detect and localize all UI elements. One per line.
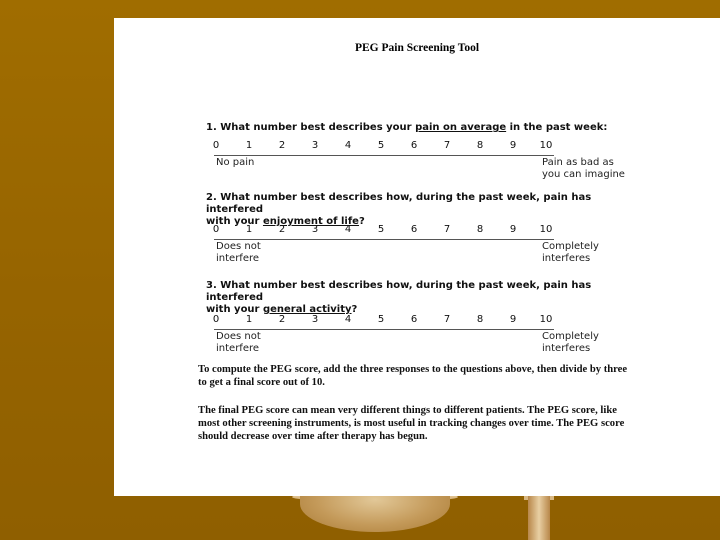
question-2-right-anchor: Completely interferes xyxy=(542,241,599,264)
peg-questionnaire xyxy=(200,92,628,354)
scale-number: 7 xyxy=(443,224,451,235)
question-3-right-anchor: Completely interferes xyxy=(542,331,599,354)
scale-number: 9 xyxy=(509,140,517,151)
scale-number: 7 xyxy=(443,314,451,325)
scale-number: 5 xyxy=(377,224,385,235)
scale-number: 1 xyxy=(245,140,253,151)
scale-number: 7 xyxy=(443,140,451,151)
scale-number: 0 xyxy=(212,314,220,325)
scale-number: 10 xyxy=(539,314,553,325)
pillar-decoration xyxy=(528,496,550,540)
scale-number: 3 xyxy=(311,314,319,325)
scale-number: 8 xyxy=(476,140,484,151)
score-meaning-text: The final PEG score can mean very different things to different patients. The PEG score, like most other screening instruments, is most useful in tracking changes over time. The PEG score should decrease over time after therapy has begun. xyxy=(198,405,625,442)
question-2-left-anchor: Does not interfere xyxy=(216,241,261,264)
slide-page xyxy=(114,18,720,496)
scale-number: 1 xyxy=(245,314,253,325)
question-2-scale xyxy=(200,224,628,238)
question-1-divider xyxy=(214,155,554,156)
question-1-left-anchor: No pain xyxy=(216,157,255,168)
scale-number: 5 xyxy=(377,140,385,151)
question-1-text: What number best describes your xyxy=(220,122,416,133)
scale-number: 4 xyxy=(344,314,352,325)
scale-number: 6 xyxy=(410,224,418,235)
question-3-text: What number best describes how, during the past week, pain has interfered xyxy=(206,280,592,303)
scale-number: 4 xyxy=(344,140,352,151)
question-3: 3. What number best describes how, during the past week, pain has interfered with your general activity? xyxy=(206,280,592,315)
scale-number: 1 xyxy=(245,224,253,235)
question-1-emphasis: pain on average xyxy=(415,122,507,133)
scale-number: 2 xyxy=(278,224,286,235)
scale-number: 0 xyxy=(212,224,220,235)
scale-number: 0 xyxy=(212,140,220,151)
scale-number: 10 xyxy=(539,224,553,235)
scale-number: 8 xyxy=(476,314,484,325)
scale-number: 6 xyxy=(410,314,418,325)
scale-number: 3 xyxy=(311,224,319,235)
scale-number: 9 xyxy=(509,224,517,235)
question-3-number: 3. xyxy=(206,280,217,291)
scale-number: 2 xyxy=(278,140,286,151)
question-1-number: 1. xyxy=(206,122,217,133)
question-1-scale xyxy=(200,140,628,154)
question-3-emphasis: general activity xyxy=(262,304,352,315)
scale-number: 9 xyxy=(509,314,517,325)
scale-number: 10 xyxy=(539,140,553,151)
scale-number: 2 xyxy=(278,314,286,325)
question-3-divider xyxy=(214,329,554,330)
question-2: 2. What number best describes how, during the past week, pain has interfered with your enjoyment of life? xyxy=(206,192,592,227)
scale-number: 4 xyxy=(344,224,352,235)
scale-number: 3 xyxy=(311,140,319,151)
question-1 xyxy=(206,122,626,134)
question-2-emphasis: enjoyment of life xyxy=(262,216,359,227)
document-title: PEG Pain Screening Tool xyxy=(354,42,480,54)
scale-number: 6 xyxy=(410,140,418,151)
question-3-scale xyxy=(200,314,628,328)
scale-number: 5 xyxy=(377,314,385,325)
question-2-text: What number best describes how, during the past week, pain has interfered xyxy=(206,192,592,215)
question-2-divider xyxy=(214,239,554,240)
question-3-left-anchor: Does not interfere xyxy=(216,331,261,354)
compute-instructions: To compute the PEG score, add the three responses to the questions above, then divide by three to get a final score out of 10. xyxy=(198,364,628,388)
question-2-number: 2. xyxy=(206,192,217,203)
scale-number: 8 xyxy=(476,224,484,235)
question-1-suffix: in the past week: xyxy=(506,122,608,133)
question-1-right-anchor: Pain as bad as you can imagine xyxy=(542,157,625,180)
